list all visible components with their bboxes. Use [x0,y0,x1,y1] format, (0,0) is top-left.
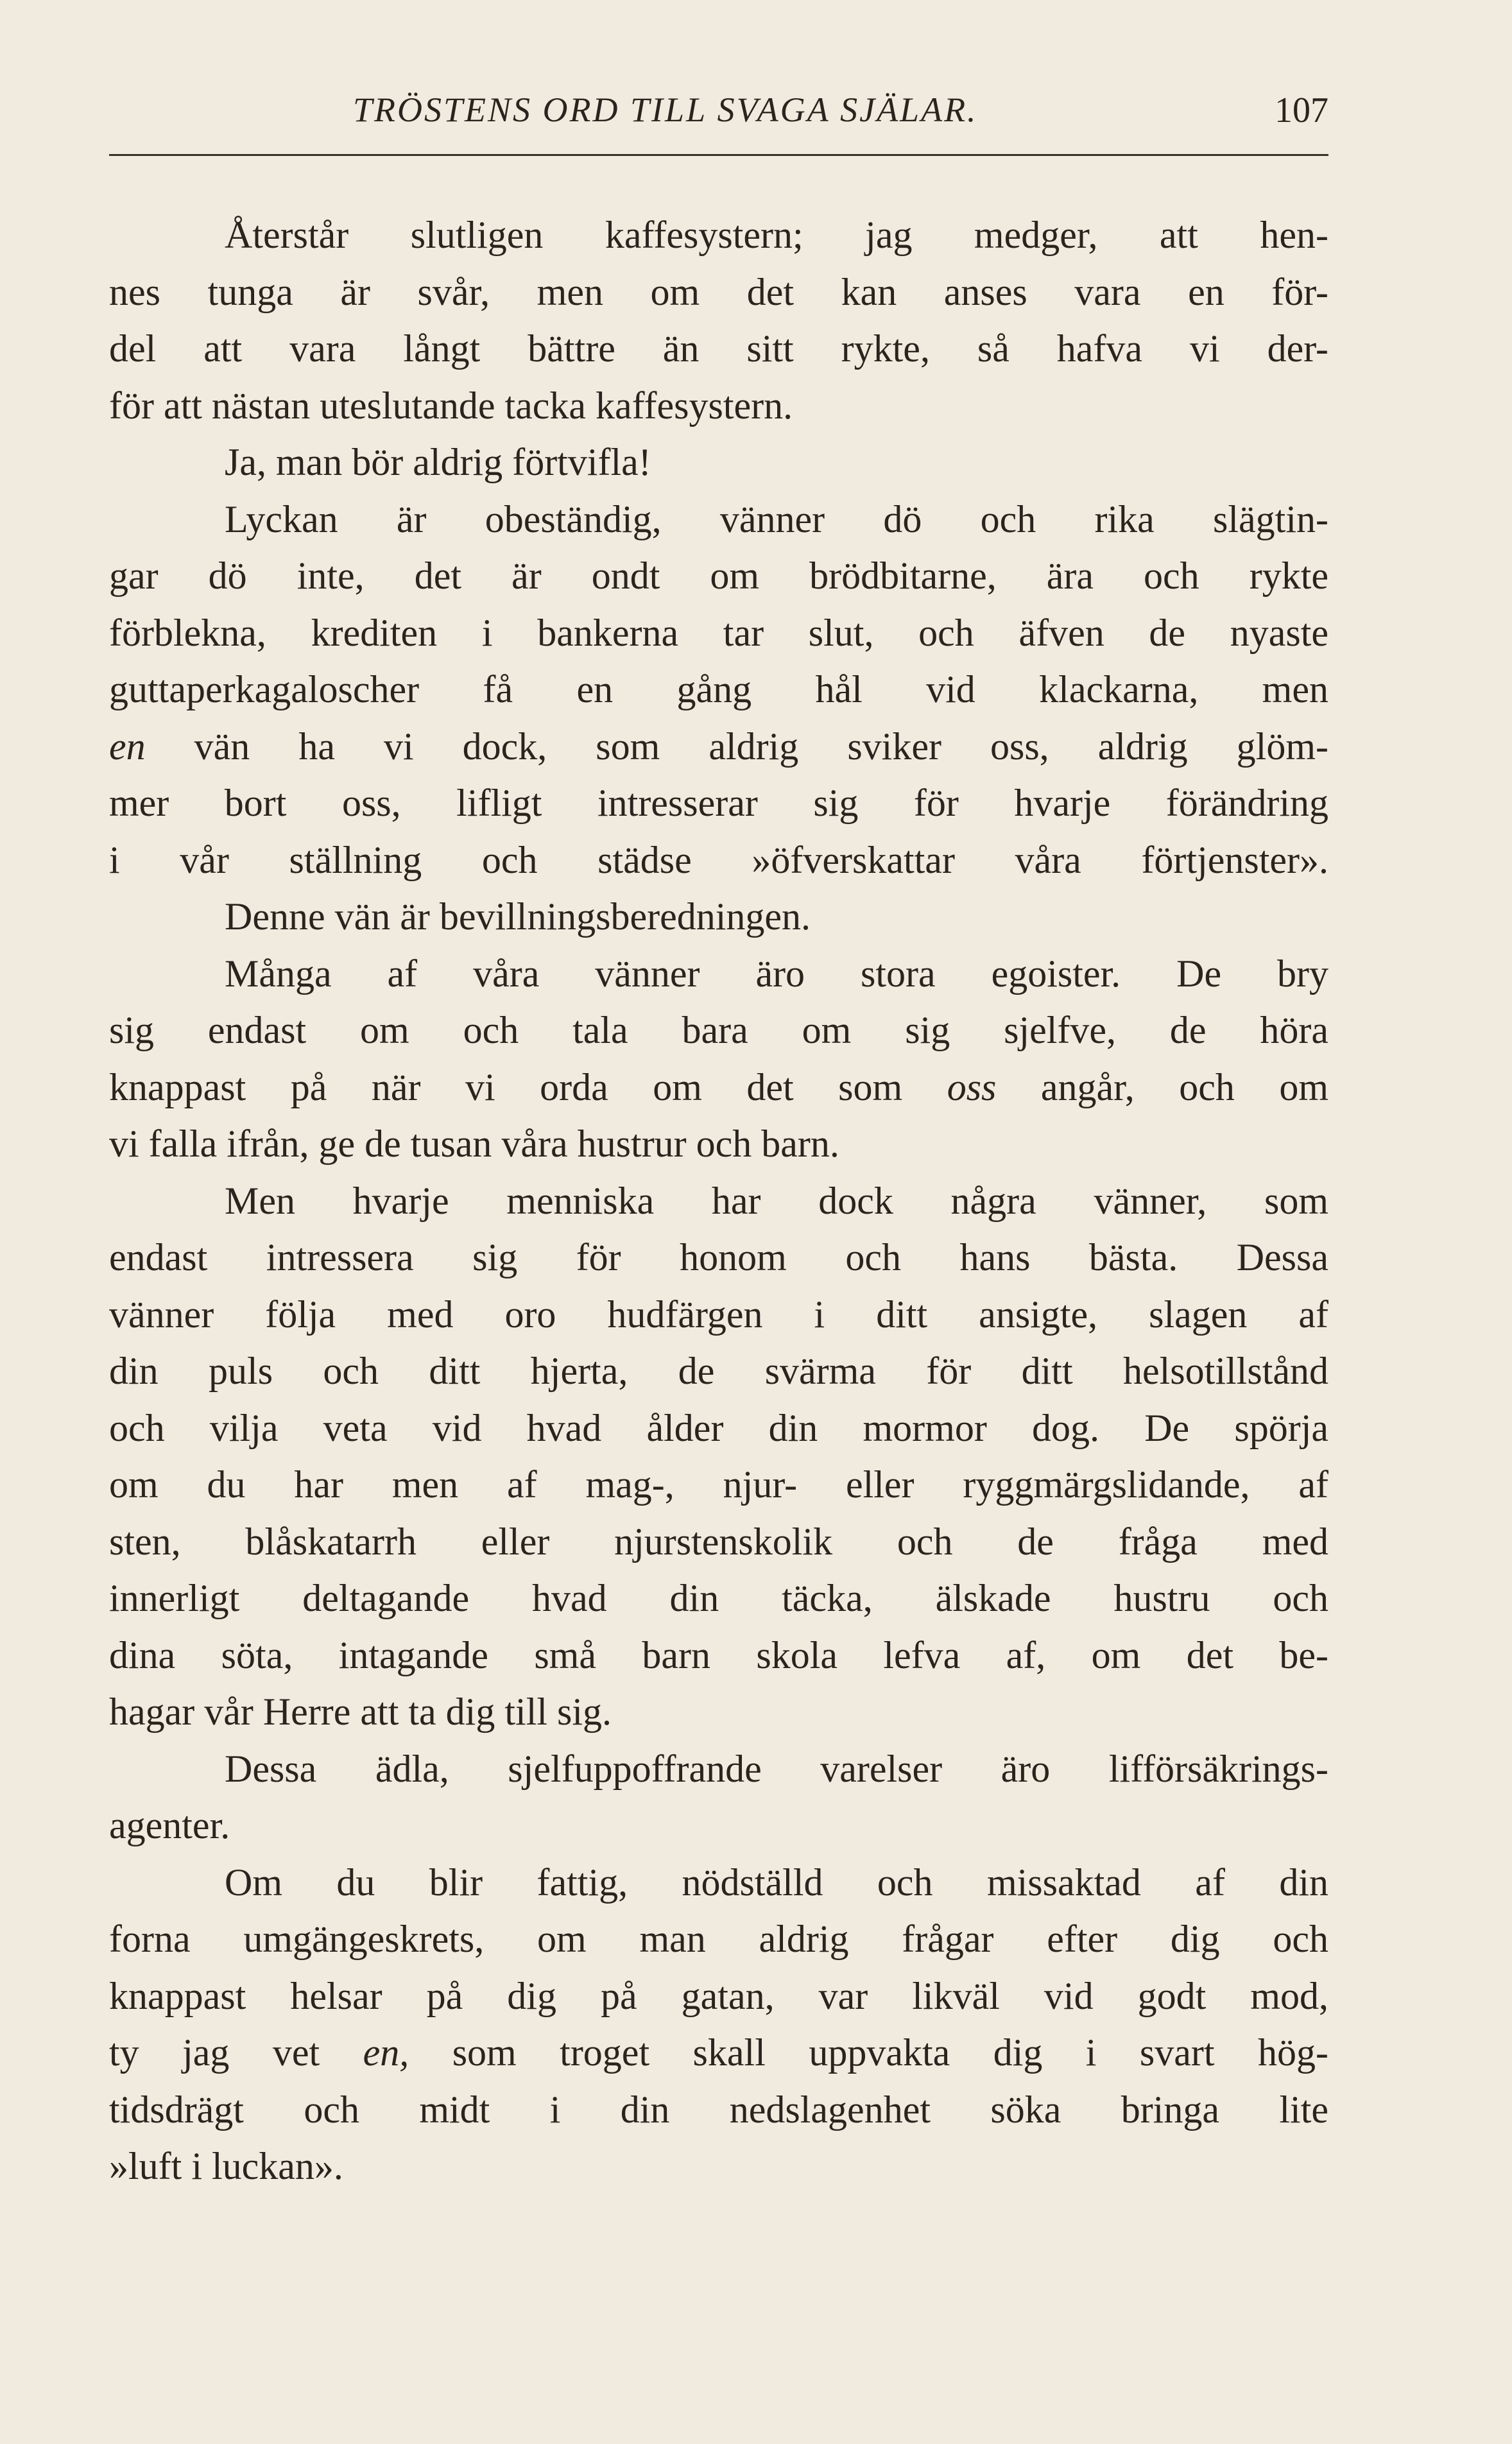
text-line: nes tunga är svår, men om det kan anses vara en för- [109,270,1328,313]
text-line: din puls och ditt hjerta, de svärma för ditt helsotillstånd [109,1350,1328,1392]
text-line: om du har men af mag-, njur- eller ryggmärgslidande, af [109,1463,1328,1506]
text-line: Återstår slutligen kaffesystern; jag medger, att hen- [225,214,1328,256]
text-line: dina söta, intagande små barn skola lefva af, om det be- [109,1633,1328,1676]
text-line: forna umgängeskrets, om man aldrig frågar efter dig och [109,1918,1328,1960]
text-line: vänner följa med oro hudfärgen i ditt ansigte, slagen af [109,1293,1328,1336]
text-line: Många af våra vänner äro stora egoister. De bry [225,952,1328,995]
page-number: 107 [1275,90,1328,130]
text-line: Om du blir fattig, nödställd och missaktad af din [225,1861,1328,1904]
text-line: agenter. [109,1804,230,1846]
text-line: guttaperkagaloscher få en gång hål vid klackarna, men [109,668,1328,710]
text-segment: ty jag vet [109,2031,363,2074]
text-line: Dessa ädla, sjelfuppoffrande varelser äro lifförsäkrings- [225,1747,1328,1790]
text-line: »luft i luckan». [109,2145,343,2187]
text-line: tidsdrägt och midt i din nedslagenhet söka bringa lite [109,2088,1328,2131]
header-rule [109,154,1328,156]
text-line: och vilja veta vid hvad ålder din mormor dog. De spörja [109,1406,1328,1449]
running-title: TRÖSTENS ORD TILL SVAGA SJÄLAR. [353,90,978,129]
text-line: mer bort oss, lifligt intresserar sig för hvarje förändring [109,782,1328,824]
emphasis: en [109,725,146,768]
text-line: del att vara långt bättre än sitt rykte, så hafva vi der- [109,327,1328,370]
text-line: endast intressera sig för honom och hans bästa. Dessa [109,1236,1328,1278]
text-line: i vår ställning och städse »öfverskattar våra förtjenster». [109,838,1328,881]
text-line: Lyckan är obeständig, vänner dö och rika slägtin- [225,497,1328,540]
text-line: förblekna, krediten i bankerna tar slut, och äfven de nyaste [109,611,1328,654]
text-line: Ja, man bör aldrig förtvifla! [225,441,651,483]
text-segment: angår, och om [996,1065,1328,1108]
text-line: sten, blåskatarrh eller njurstenskolik och de fråga med [109,1520,1328,1563]
emphasis: en, [363,2031,409,2074]
text-line: Denne vän är bevillningsberedningen. [225,895,811,938]
emphasis: oss [947,1065,997,1108]
text-line: knappast helsar på dig på gatan, var likväl vid godt mod, [109,1974,1328,2017]
text-line: gar dö inte, det är ondt om brödbitarne, ära och rykte [109,555,1328,597]
text-segment: som troget skall uppvakta dig i svart hög- [409,2031,1328,2074]
text-line: sig endast om och tala bara om sig sjelfve, de höra [109,1009,1328,1051]
text-segment: knappast på när vi orda om det som [109,1065,947,1108]
text-line: Men hvarje menniska har dock några vänner, som [225,1179,1328,1222]
text-line: hagar vår Herre att ta dig till sig. [109,1691,612,1733]
text-line: innerligt deltagande hvad din täcka, älskade hustru och [109,1577,1328,1619]
running-head [109,90,1328,141]
body-text [109,207,1328,2195]
text-line: för att nästan uteslutande tacka kaffesystern. [109,384,793,427]
text-line [109,2024,1328,2081]
text-line: vi falla ifrån, ge de tusan våra hustrur och barn. [109,1123,839,1165]
text-line [109,718,1328,775]
text-segment: vän ha vi dock, som aldrig sviker oss, aldrig glöm- [145,725,1328,768]
text-line [109,1059,1328,1116]
